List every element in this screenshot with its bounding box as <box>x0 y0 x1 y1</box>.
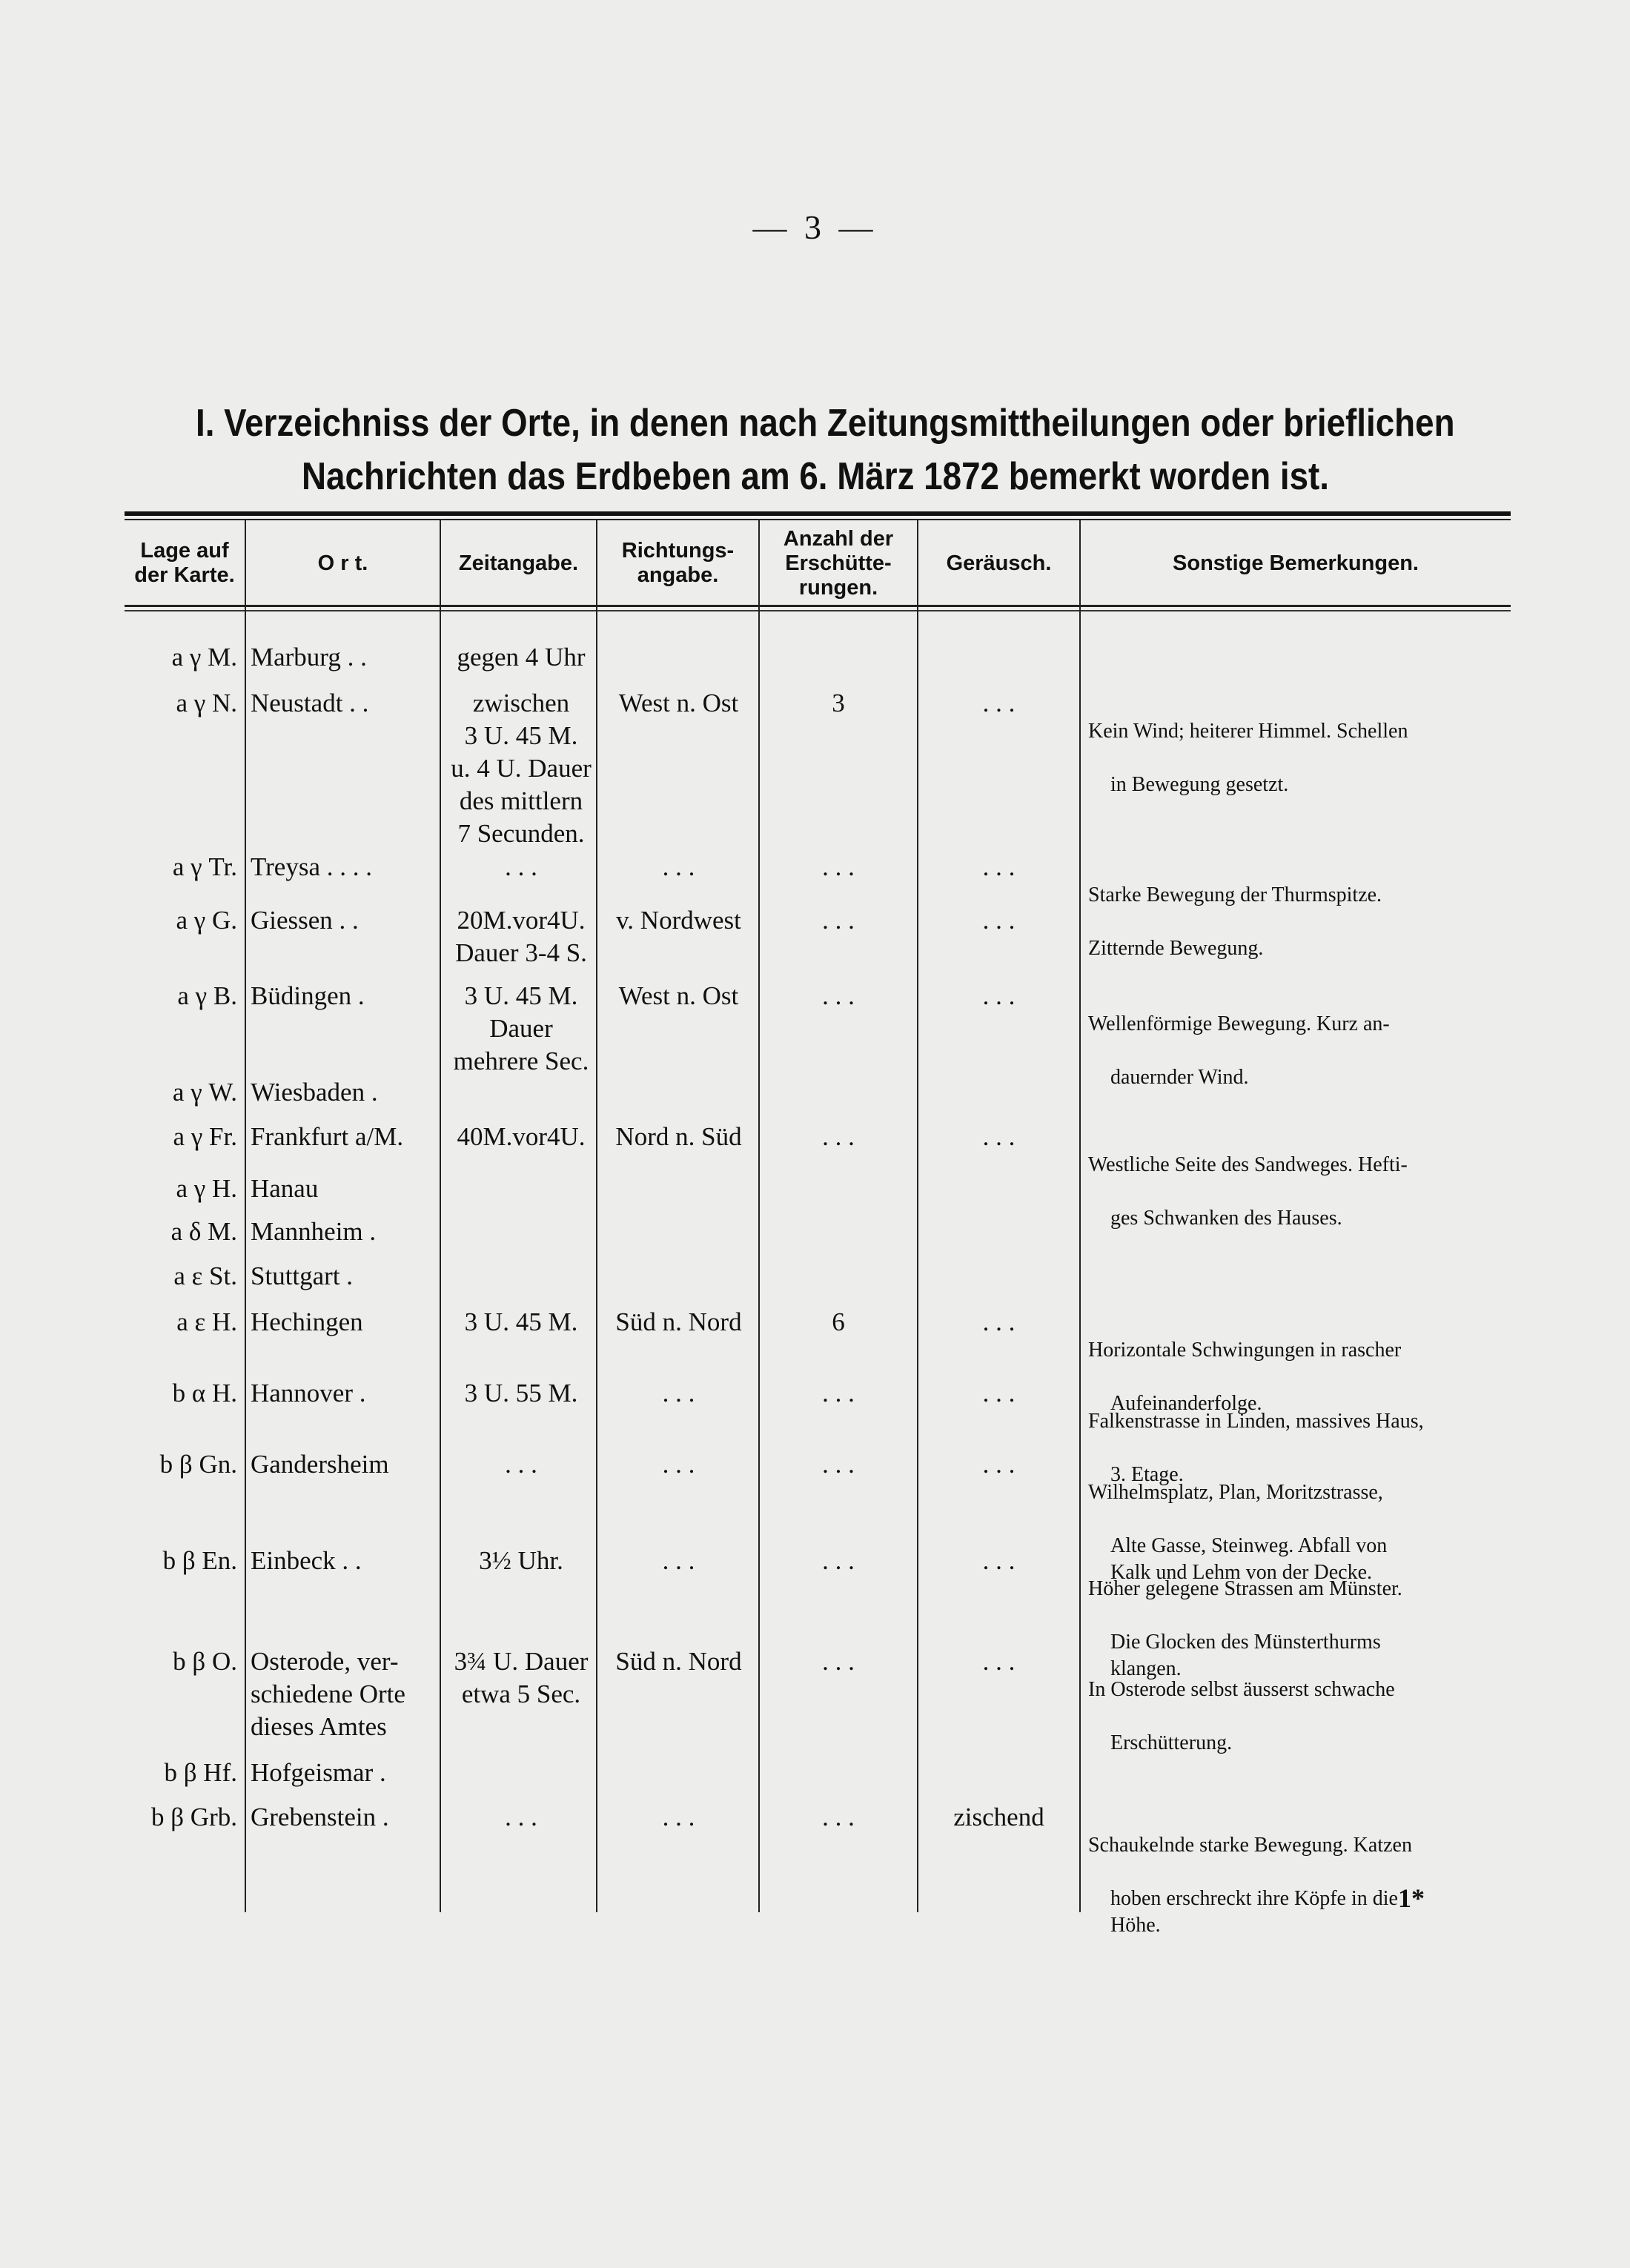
bemerkung-continuation: hoben erschreckt ihre Köpfe in die Höhe. <box>1110 1887 1398 1937</box>
cell-lage: b β En. <box>162 1546 237 1575</box>
cell-lage: a γ H. <box>176 1174 237 1203</box>
cell-ort: Grebenstein . <box>251 1803 389 1831</box>
cell-ort: Treysa . . . . <box>251 852 372 881</box>
cell-richtung: Süd n. Nord <box>615 1647 742 1676</box>
cell-geraeusch: . . . <box>982 1307 1016 1336</box>
cell-richtung: Nord n. Süd <box>615 1122 742 1151</box>
cell-richtung: . . . <box>662 1379 695 1407</box>
cell-richtung: Süd n. Nord <box>615 1307 742 1336</box>
cell-anzahl: 3 <box>832 689 845 717</box>
bemerkung-line: Schaukelnde starke Bewegung. Katzen <box>1088 1834 1412 1857</box>
cell-lage: a ε H. <box>176 1307 237 1336</box>
cell-richtung: . . . <box>662 852 695 881</box>
bemerkung-continuation: Erschütterung. <box>1110 1731 1233 1754</box>
page-number: — 3 — <box>752 208 878 246</box>
cell-ort: Osterode, ver- schiedene Orte dieses Amtes <box>251 1647 405 1741</box>
bemerkung-line: Westliche Seite des Sandweges. Hefti- <box>1088 1153 1408 1176</box>
cell-geraeusch: . . . <box>982 852 1016 881</box>
cell-ort: Büdingen . <box>251 981 365 1010</box>
cell-lage: a δ M. <box>170 1217 237 1246</box>
cell-bemerkung <box>1088 1806 1511 1966</box>
bemerkung-continuation: dauernder Wind. <box>1110 1066 1249 1089</box>
bemerkung-line: Horizontale Schwingungen in rascher <box>1088 1339 1402 1362</box>
cell-anzahl: . . . <box>822 1379 855 1407</box>
bemerkung-line: Wilhelmsplatz, Plan, Moritzstrasse, <box>1088 1481 1383 1504</box>
cell-zeit: 3¾ U. Dauer etwa 5 Sec. <box>454 1647 589 1708</box>
cell-anzahl: . . . <box>822 1647 855 1676</box>
cell-lage: b α H. <box>172 1379 237 1407</box>
cell-ort: Mannheim . <box>251 1217 377 1246</box>
cell-bemerkung <box>1088 1650 1511 1783</box>
cell-zeit: gegen 4 Uhr <box>457 643 586 672</box>
bemerkung-continuation: Die Glocken des Münsterthurms klangen. <box>1110 1631 1381 1680</box>
bemerkung-continuation: 3. Etage. <box>1110 1463 1184 1486</box>
cell-geraeusch: . . . <box>982 1122 1016 1151</box>
column-divider <box>917 519 918 1912</box>
cell-richtung: v. Nordwest <box>616 906 741 935</box>
table-rule-header-thin <box>125 610 1511 611</box>
cell-zeit: 3 U. 55 M. <box>464 1379 578 1407</box>
signature-mark: 1* <box>1398 1883 1425 1913</box>
cell-lage: b β Gn. <box>159 1450 237 1479</box>
bemerkung-line: Höher gelegene Strassen am Münster. <box>1088 1577 1402 1600</box>
cell-geraeusch: . . . <box>982 1379 1016 1407</box>
bemerkung-line: Wellenförmige Bewegung. Kurz an- <box>1088 1012 1390 1035</box>
cell-richtung: . . . <box>662 1803 695 1831</box>
cell-richtung: . . . <box>662 1450 695 1479</box>
cell-ort: Stuttgart . <box>251 1261 354 1290</box>
cell-richtung: . . . <box>662 1546 695 1575</box>
cell-lage: a ε St. <box>173 1261 237 1290</box>
cell-richtung: West n. Ost <box>618 689 739 717</box>
title-line-1: I. Verzeichniss der Orte, in denen nach Zeitungsmittheilungen oder brieflichen <box>196 402 1455 445</box>
bemerkung-line: In Osterode selbst äusserst schwache <box>1088 1678 1395 1701</box>
cell-ort: Wiesbaden . <box>251 1078 378 1107</box>
cell-geraeusch: . . . <box>982 906 1016 935</box>
cell-lage: b β O. <box>173 1647 237 1676</box>
column-divider <box>758 519 760 1912</box>
cell-ort: Hannover . <box>251 1379 366 1407</box>
cell-zeit: 40M.vor4U. <box>457 1122 586 1151</box>
table-rule-top <box>125 511 1511 516</box>
cell-bemerkung <box>1088 984 1511 1118</box>
cell-ort: Einbeck . . <box>251 1546 362 1575</box>
cell-anzahl: . . . <box>822 1803 855 1831</box>
bemerkung-continuation: ges Schwanken des Hauses. <box>1110 1207 1342 1230</box>
cell-ort: Hanau <box>251 1174 319 1203</box>
bemerkung-continuation: Aufeinanderfolge. <box>1110 1392 1262 1415</box>
cell-bemerkung <box>1088 692 1511 825</box>
table-rule-header <box>125 605 1511 607</box>
bemerkung-continuation: Alte Gasse, Steinweg. Abfall von Kalk und Lehm von der Decke. <box>1110 1534 1388 1584</box>
cell-lage: a γ W. <box>172 1078 237 1107</box>
column-divider <box>245 519 246 1912</box>
cell-geraeusch: . . . <box>982 1546 1016 1575</box>
cell-geraeusch: . . . <box>982 1647 1016 1676</box>
cell-ort: Frankfurt a/M. <box>251 1122 404 1151</box>
cell-anzahl: 6 <box>832 1307 845 1336</box>
cell-zeit: . . . <box>505 1450 537 1479</box>
cell-geraeusch: zischend <box>953 1803 1044 1831</box>
cell-ort: Neustadt . . <box>251 689 369 717</box>
cell-geraeusch: . . . <box>982 689 1016 717</box>
cell-lage: a γ N. <box>176 689 237 717</box>
cell-zeit: 3 U. 45 M. Dauer mehrere Sec. <box>453 981 589 1075</box>
cell-anzahl: . . . <box>822 1546 855 1575</box>
bemerkung-continuation: in Bewegung gesetzt. <box>1110 773 1289 796</box>
header-geraeusch: Geräusch. <box>946 551 1052 575</box>
table-rule-top-thin <box>125 519 1511 520</box>
cell-lage: a γ Tr. <box>172 852 237 881</box>
cell-zeit: . . . <box>505 1803 537 1831</box>
cell-lage: a γ Fr. <box>173 1122 237 1151</box>
cell-anzahl: . . . <box>822 1122 855 1151</box>
bemerkung-line: Falkenstrasse in Linden, massives Haus, <box>1088 1410 1424 1433</box>
bemerkung-line: Kein Wind; heiterer Himmel. Schellen <box>1088 720 1408 743</box>
cell-bemerkung <box>1088 909 1511 989</box>
cell-richtung: West n. Ost <box>618 981 739 1010</box>
header-ort: O r t. <box>317 551 368 575</box>
cell-zeit: 3½ Uhr. <box>479 1546 563 1575</box>
cell-lage: b β Hf. <box>164 1758 237 1787</box>
cell-ort: Marburg . . <box>251 643 367 672</box>
bemerkung-line: Starke Bewegung der Thurmspitze. <box>1088 883 1382 906</box>
header-richtung: Richtungs- angabe. <box>621 539 735 587</box>
cell-zeit: zwischen 3 U. 45 M. u. 4 U. Dauer des mittlern 7 Secunden. <box>451 689 592 848</box>
cell-zeit: 3 U. 45 M. <box>464 1307 578 1336</box>
cell-lage: a γ M. <box>171 643 237 672</box>
header-lage: Lage auf der Karte. <box>134 539 235 587</box>
cell-lage: b β Grb. <box>151 1803 237 1831</box>
cell-anzahl: . . . <box>822 852 855 881</box>
cell-anzahl: . . . <box>822 1450 855 1479</box>
cell-ort: Hofgeismar . <box>251 1758 386 1787</box>
cell-zeit: . . . <box>505 852 537 881</box>
header-zeit: Zeitangabe. <box>458 551 579 575</box>
cell-geraeusch: . . . <box>982 981 1016 1010</box>
section-title <box>196 397 1455 503</box>
cell-anzahl: . . . <box>822 906 855 935</box>
cell-ort: Hechingen <box>251 1307 363 1336</box>
cell-lage: a γ G. <box>176 906 237 935</box>
cell-geraeusch: . . . <box>982 1450 1016 1479</box>
cell-bemerkung <box>1088 1125 1511 1259</box>
cell-lage: a γ B. <box>177 981 237 1010</box>
header-anzahl: Anzahl der Erschütte- rungen. <box>783 526 894 600</box>
cell-anzahl: . . . <box>822 981 855 1010</box>
cell-ort: Gandersheim <box>251 1450 389 1479</box>
header-bemerkungen: Sonstige Bemerkungen. <box>1173 551 1419 575</box>
cell-ort: Giessen . . <box>251 906 359 935</box>
cell-zeit: 20M.vor4U. Dauer 3-4 S. <box>455 906 587 967</box>
column-divider <box>1079 519 1081 1912</box>
bemerkung-line: Zitternde Bewegung. <box>1088 937 1264 960</box>
title-line-2: Nachrichten das Erdbeben am 6. März 1872 bemerkt worden ist. <box>302 455 1329 498</box>
